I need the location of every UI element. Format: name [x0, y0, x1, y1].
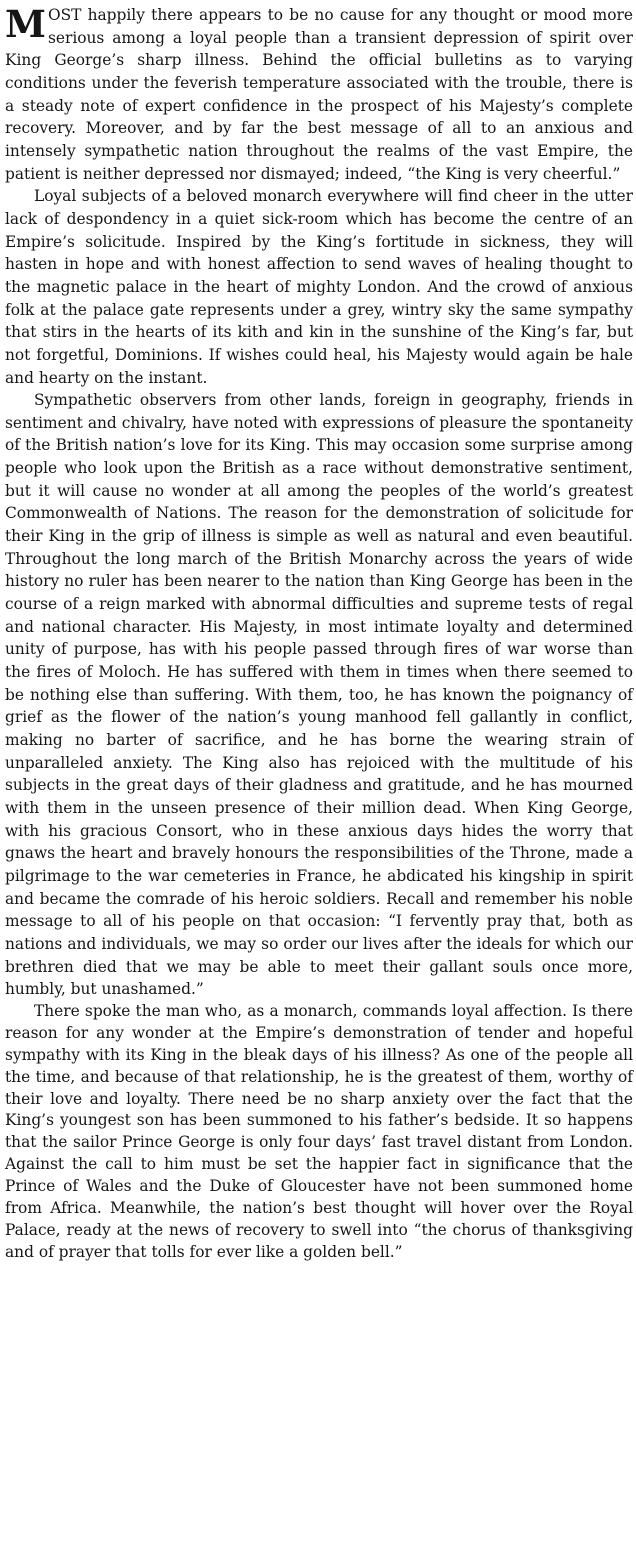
opening-paragraph-text: OST happily there appears to be no cause for any thought or mood more serious among a loyal people than a transient depression of spirit over King George’s sharp illness. Behind the official bulletins as to varying conditions under the feverish temperature associated with the trouble, there is a steady note of expert confidence in the prospect of his Majesty’s complete recovery. Moreover, and by far the best message of all to an anxious and intensely sympathetic nation throughout the realms of the vast Empire, the patient is neither depressed nor dismayed; indeed, “the King is very cheerful.” [5, 6, 633, 183]
drop-cap: M [5, 2, 46, 46]
paragraph-4: There spoke the man who, as a monarch, commands loyal affection. Is there reason for any wonder at the Empire’s demonstration of tender and hopeful sympathy with its King in the bleak days of his illness? As one of the people all the time, and because of that relationship, he is the greatest of them, worthy of their love and loyalty. There need be no sharp anxiety over the fact that the King’s youngest son has been summoned to his father’s bedside. It so happens that the sailor Prince George is only four days’ fast travel distant from London. Against the call to him must be set the happier fact in significance that the Prince of Wales and the Duke of Gloucester have not been summoned home from Africa. Meanwhile, the nation’s best thought will hover over the Royal Palace, ready at the news of recovery to swell into “the chorus of thanksgiving and of prayer that tolls for ever like a golden bell.” [5, 1001, 633, 1261]
paragraph-2: Loyal subjects of a beloved monarch everywhere will find cheer in the utter lack of despondency in a quiet sick-room which has become the centre of an Empire’s solicitude. Inspired by the King’s fortitude in sickness, they will hasten in hope and with honest affection to send waves of healing thought to the magnetic palace in the heart of mighty London. And the crowd of anxious folk at the palace gate represents under a grey, wintry sky the same sympathy that stirs in the hearts of its kith and kin in the sunshine of the King’s far, but not forgetful, Dominions. If wishes could heal, his Majesty would again be hale and hearty on the instant. [5, 187, 633, 387]
opening-paragraph [5, 4, 633, 185]
paragraph-3: Sympathetic observers from other lands, foreign in geography, friends in sentiment and chivalry, have noted with expressions of pleasure the spontaneity of the British nation’s love for its King. This may occasion some surprise among people who look upon the British as a race without demonstrative sentiment, but it will cause no wonder at all among the peoples of the world’s greatest Commonwealth of Nations. The reason for the demonstration of solicitude for their King in the grip of illness is simple as well as natural and even beautiful. Throughout the long march of the British Monarchy across the years of wide history no ruler has been nearer to the nation than King George has been in the course of a reign marked with abnormal difficulties and supreme tests of regal and national character. His Majesty, in most intimate loyalty and determined unity of purpose, has with his people passed through fires of war worse than the fires of Moloch. He has suffered with them in times when there seemed to be nothing else than suffering. With them, too, he has known the poignancy of grief as the flower of the nation’s young manhood fell gallantly in conflict, making no barter of sacrifice, and he has borne the wearing strain of unparalleled anxiety. The King also has rejoiced with the multitude of his subjects in the great days of their gladness and gratitude, and he has mourned with them in the unseen presence of their million dead. When King George, with his gracious Consort, who in these anxious days hides the worry that gnaws the heart and bravely honours the responsibilities of the Throne, made a pilgrimage to the war cemeteries in France, he abdicated his kingship in spirit and became the comrade of his heroic soldiers. Recall and remember his noble message to all of his people on that occasion: “I fervently pray that, both as nations and individuals, we may so order our lives after the ideals for which our brethren died that we may be able to meet their gallant souls once more, humbly, but unashamed.” [5, 391, 633, 999]
